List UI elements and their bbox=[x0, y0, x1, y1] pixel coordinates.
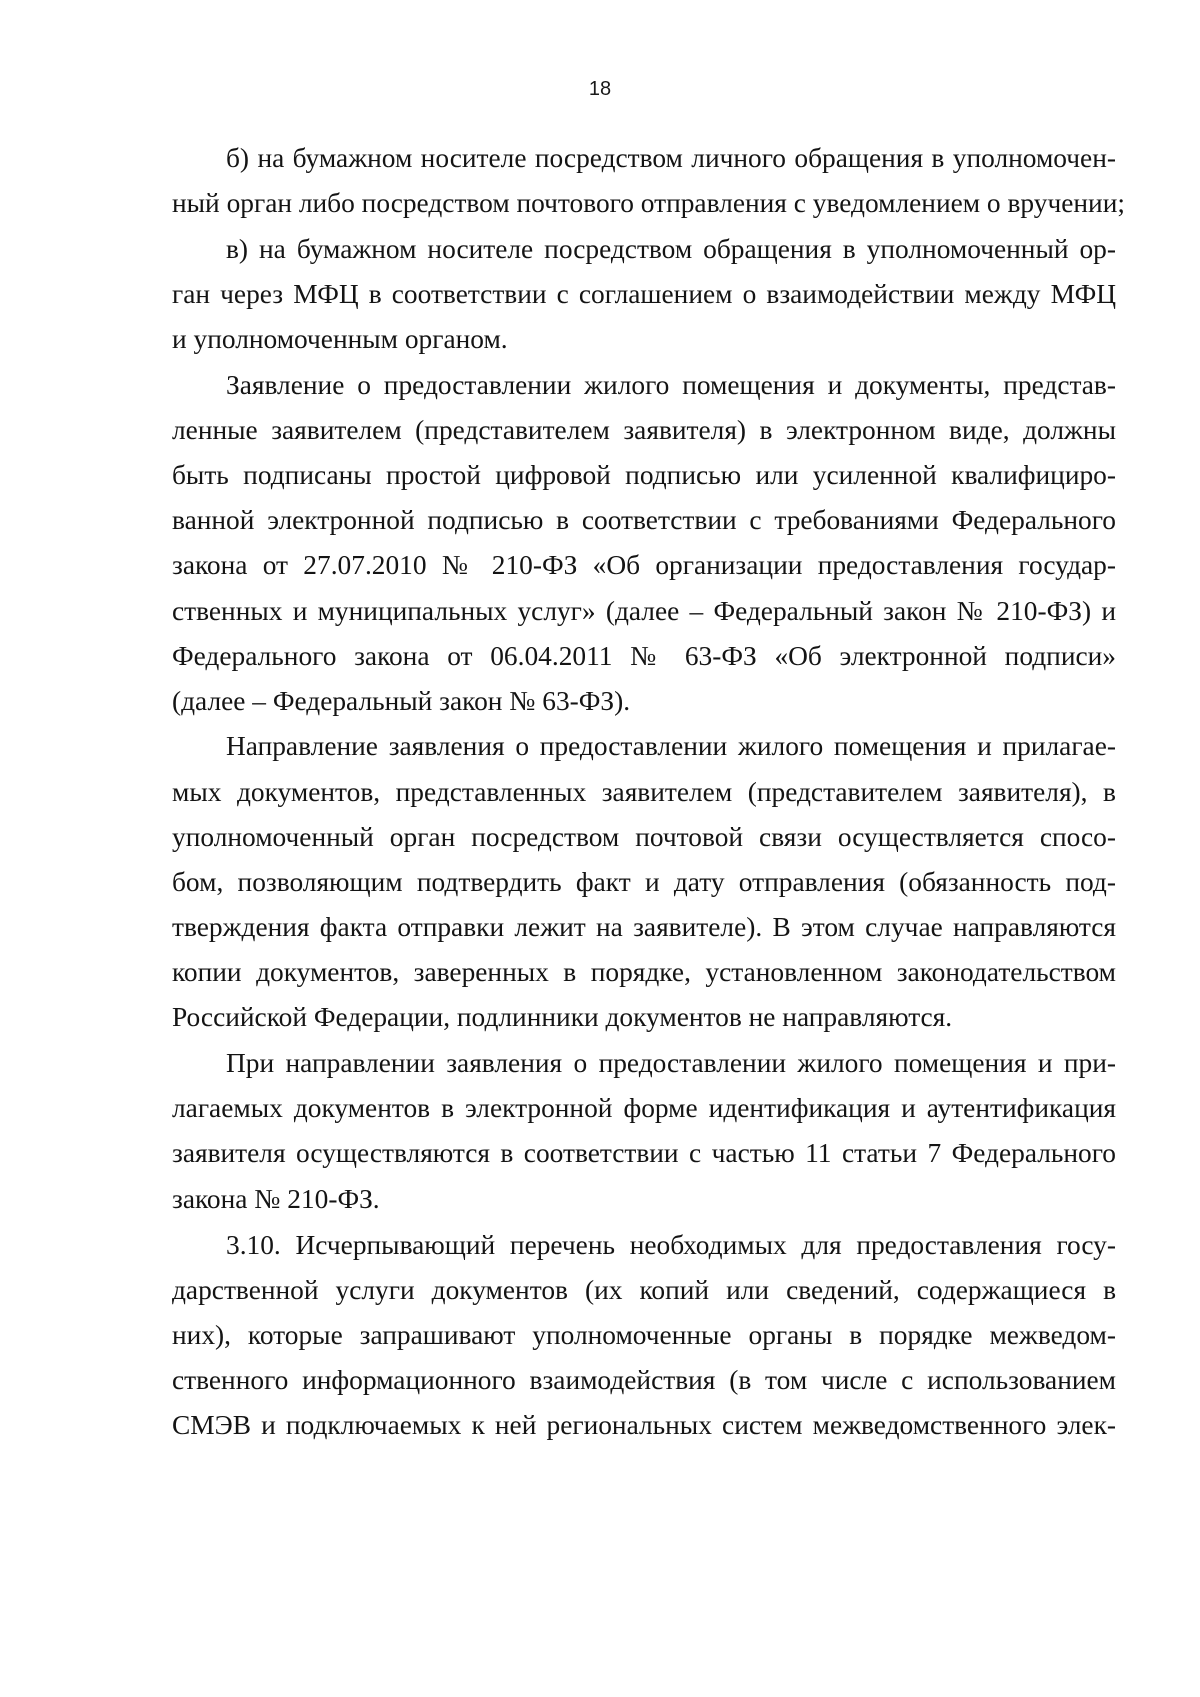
text-line: ственного информационного взаимодействия (в том числе с использованием bbox=[172, 1365, 1116, 1395]
text-line: ванной электронной подписью в соответствии с требованиями Федерального bbox=[172, 505, 1116, 535]
text-line: закона № 210-ФЗ. bbox=[172, 1184, 380, 1214]
text-line: Направление заявления о предоставлении жилого помещения и прилагае- bbox=[226, 731, 1116, 761]
text-line: При направлении заявления о предоставлении жилого помещения и при- bbox=[226, 1048, 1116, 1078]
text-line: бом, позволяющим подтвердить факт и дату отправления (обязанность под- bbox=[172, 867, 1116, 897]
page-number: 18 bbox=[588, 78, 612, 100]
text-line: в) на бумажном носителе посредством обращения в уполномоченный ор- bbox=[226, 234, 1116, 264]
text-line: ленные заявителем (представителем заявителя) в электронном виде, должны bbox=[172, 415, 1116, 445]
text-line: копии документов, заверенных в порядке, установленном законодательством bbox=[172, 957, 1116, 987]
text-line: тверждения факта отправки лежит на заявителе). В этом случае направляются bbox=[172, 912, 1116, 942]
text-line: закона от 27.07.2010 № 210-ФЗ «Об организации предоставления государ- bbox=[172, 550, 1116, 580]
text-line: Федерального закона от 06.04.2011 № 63-ФЗ «Об электронной подписи» bbox=[172, 641, 1116, 671]
text-line: ственных и муниципальных услуг» (далее – Федеральный закон № 210-ФЗ) и bbox=[172, 596, 1116, 626]
text-line: Заявление о предоставлении жилого помещения и документы, представ- bbox=[226, 370, 1116, 400]
text-line: (далее – Федеральный закон № 63-ФЗ). bbox=[172, 686, 631, 716]
text-line: Российской Федерации, подлинники документов не направляются. bbox=[172, 1002, 953, 1032]
text-line: них), которые запрашивают уполномоченные органы в порядке межведом- bbox=[172, 1320, 1116, 1350]
text-line: ган через МФЦ в соответствии с соглашением о взаимодействии между МФЦ bbox=[172, 279, 1116, 309]
text-line: быть подписаны простой цифровой подписью или усиленной квалифициро- bbox=[172, 460, 1116, 490]
text-line: лагаемых документов в электронной форме идентификация и аутентификация bbox=[172, 1093, 1116, 1123]
text-line: уполномоченный орган посредством почтовой связи осуществляется спосо- bbox=[172, 822, 1116, 852]
text-line: заявителя осуществляются в соответствии с частью 11 статьи 7 Федерального bbox=[172, 1138, 1116, 1168]
text-line: 3.10. Исчерпывающий перечень необходимых для предоставления госу- bbox=[226, 1230, 1116, 1260]
text-line: и уполномоченным органом. bbox=[172, 324, 508, 354]
text-line: дарственной услуги документов (их копий или сведений, содержащиеся в bbox=[172, 1275, 1116, 1305]
text-line: б) на бумажном носителе посредством личного обращения в уполномочен- bbox=[226, 143, 1116, 173]
text-line: СМЭВ и подключаемых к ней региональных систем межведомственного элек- bbox=[172, 1410, 1116, 1440]
text-line: мых документов, представленных заявителем (представителем заявителя), в bbox=[172, 777, 1116, 807]
text-line: ный орган либо посредством почтового отправления с уведомлением о вручении; bbox=[172, 188, 1125, 218]
